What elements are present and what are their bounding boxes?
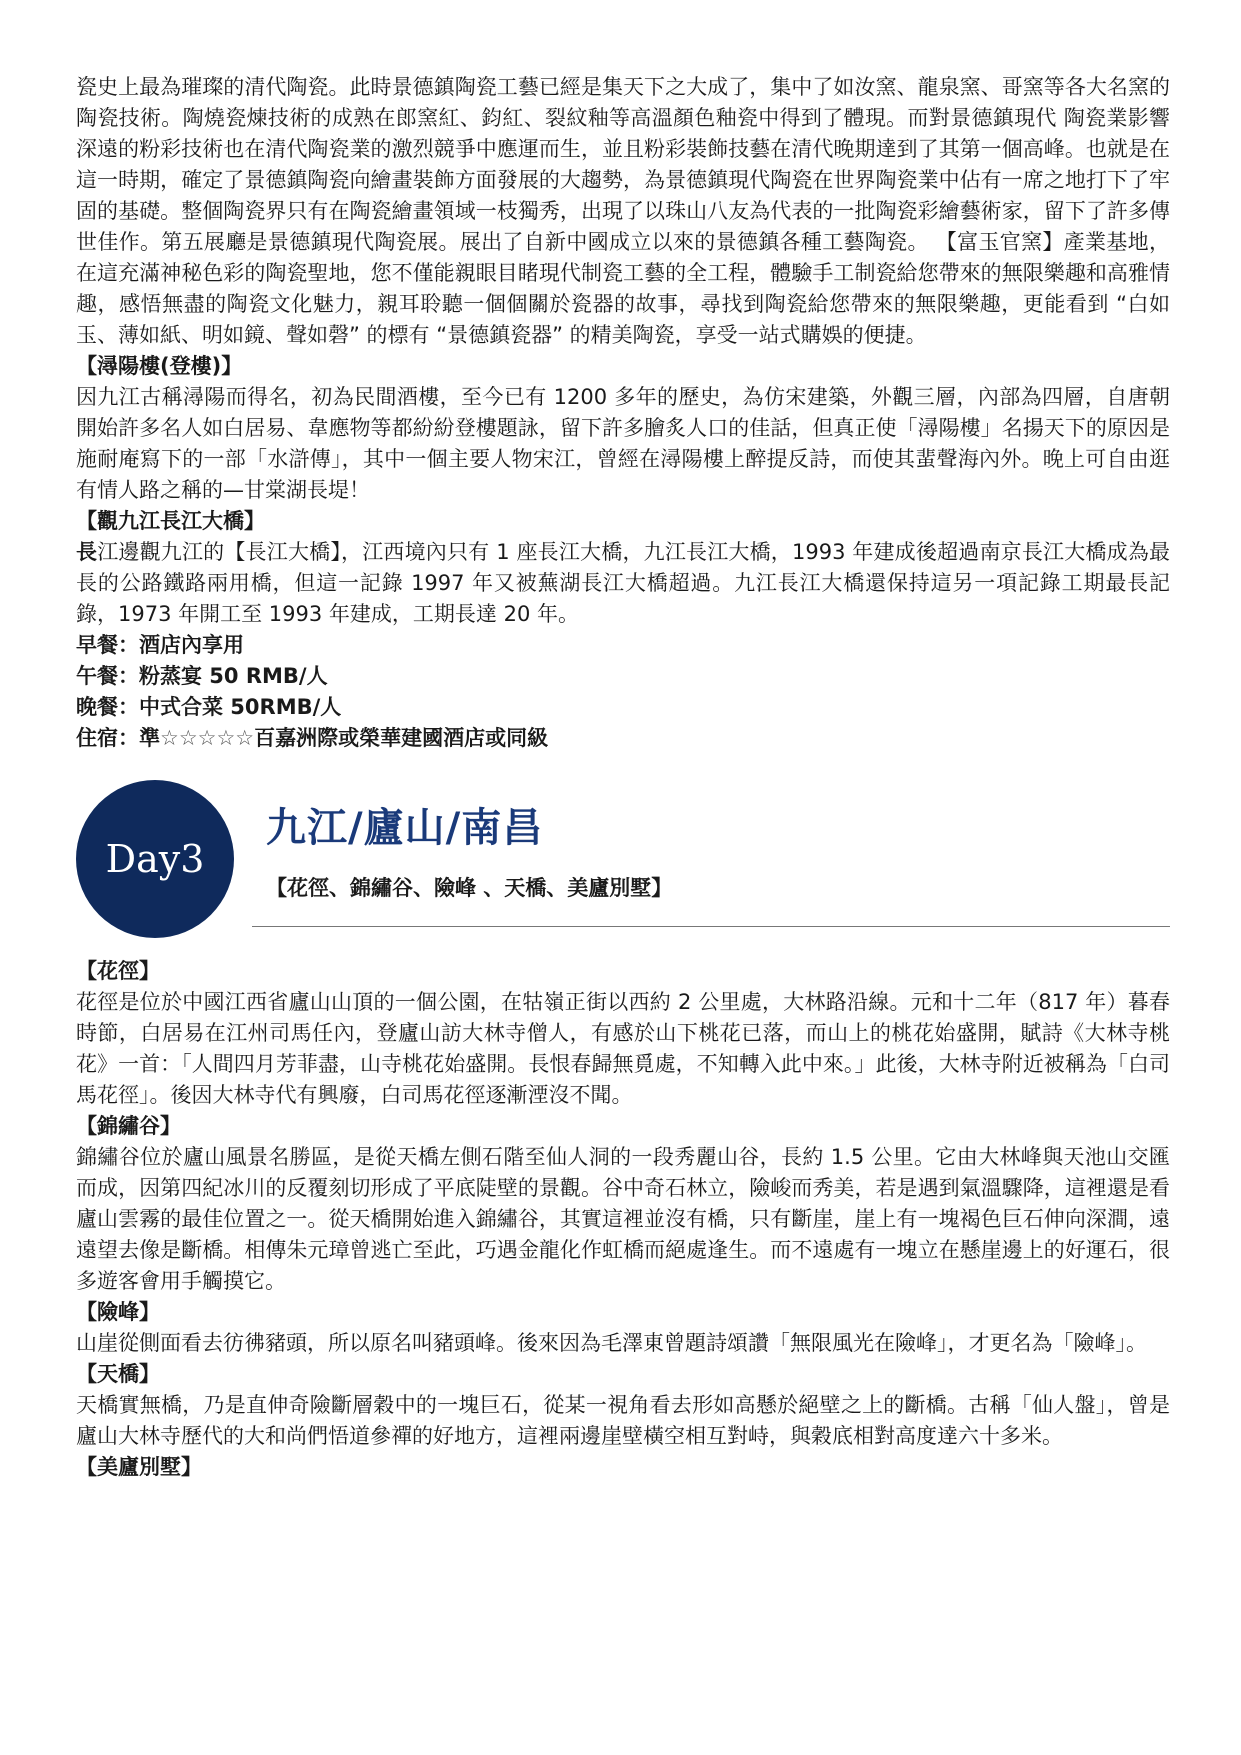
meal-breakfast: 早餐：酒店內享用 [76,633,244,657]
section-heading-jinxiu-valley: 【錦繡谷】 [76,1114,181,1138]
document-page [76,72,1170,1483]
meal-lunch: 午餐：粉蒸宴 50 RMB/人 [76,664,328,688]
stay-prefix: 住宿：準 [76,726,160,750]
section-body-flower-path: 花徑是位於中國江西省廬山山頂的一個公園，在牯嶺正街以西約 2 公里處，大林路沿線。元和十二年（817 年）暮春時節，白居易在江州司馬任內，登廬山訪大林寺僧人，有感於山下桃花已落，而山上的桃花始盛開，賦詩《大林寺桃花》一首：「人間四月芳菲盡，山寺桃花始盛開。長恨春歸無覓處，不知轉入此中來。」此後，大林寺附近被稱為「白司馬花徑」。後因大林寺代有興廢，白司馬花徑逐漸湮沒不聞。 [76,990,1170,1107]
day-badge: Day3 [76,780,234,938]
star-rating-icon: ☆☆☆☆☆ [160,726,255,750]
section-heading-meilu-villa: 【美廬別墅】 [76,1455,202,1479]
meal-dinner: 晚餐：中式合菜 50RMB/人 [76,695,342,719]
section-body-yangtze-bridge [76,537,1170,630]
section-heading-sky-bridge: 【天橋】 [76,1362,160,1386]
day-header [76,776,1170,956]
day-subtitle: 【花徑、錦繡谷、險峰 、天橋、美廬別墅】 [266,876,673,900]
section-heading-xianfeng: 【險峰】 [76,1300,160,1324]
day-title: 九江/廬山/南昌 [266,805,544,851]
section-body-xunyang-tower: 因九江古稱潯陽而得名，初為民間酒樓，至今已有 1200 多年的歷史，為仿宋建築，外觀三層，內部為四層，自唐朝開始許多名人如白居易、韋應物等都紛紛登樓題詠，留下許多膾炙人口的佳話，但真正使「潯陽樓」名揚天下的原因是施耐庵寫下的一部「水滸傳」，其中一個主要人物宋江，曾經在潯陽樓上醉提反詩，而使其蜚聲海內外。晚上可自由逛有情人路之稱的—甘棠湖長堤！ [76,385,1170,502]
section-body-jinxiu-valley: 錦繡谷位於廬山風景名勝區，是從天橋左側石階至仙人洞的一段秀麗山谷，長約 1.5 公里。它由大林峰與天池山交匯而成，因第四紀冰川的反覆刻切形成了平底陡壁的景觀。谷中奇石林立，險峻而秀美，若是遇到氣溫驟降，這裡還是看廬山雲霧的最佳位置之一。從天橋開始進入錦繡谷，其實這裡並沒有橋，只有斷崖，崖上有一塊褐色巨石伸向深澗，遠遠望去像是斷橋。相傳朱元璋曾逃亡至此，巧遇金龍化作虹橋而絕處逢生。而不遠處有一塊立在懸崖邊上的好運石，很多遊客會用手觸摸它。 [76,1145,1170,1293]
bridge-lead-char: 長 [76,540,98,564]
section-body-sky-bridge: 天橋實無橋，乃是直伸奇險斷層穀中的一塊巨石，從某一視角看去形如高懸於絕壁之上的斷橋。古稱「仙人盤」，曾是廬山大林寺歷代的大和尚們悟道參禪的好地方，這裡兩邊崖壁橫空相互對峙，與穀底相對高度達六十多米。 [76,1393,1170,1448]
intro-paragraph: 瓷史上最為璀璨的清代陶瓷。此時景德鎮陶瓷工藝已經是集天下之大成了，集中了如汝窯、龍泉窯、哥窯等各大名窯的陶瓷技術。陶燒瓷煉技術的成熟在郎窯紅、鈞紅、裂紋釉等高溫顏色釉瓷中得到了體現。而對景德鎮現代 陶瓷業影響深遠的粉彩技術也在清代陶瓷業的激烈競爭中應運而生，並且粉彩裝飾技藝在清代晚期達到了其第一個高峰。也就是在這一時期，確定了景德鎮陶瓷向繪畫裝飾方面發展的大趨勢，為景德鎮現代陶瓷在世界陶瓷業中佔有一席之地打下了牢固的基礎。整個陶瓷界只有在陶瓷繪畫領域一枝獨秀，出現了以珠山八友為代表的一批陶瓷彩繪藝術家，留下了許多傳世佳作。第五展廳是景德鎮現代陶瓷展。展出了自新中國成立以來的景德鎮各種工藝陶瓷。 【富玉官窯】產業基地，在這充滿神秘色彩的陶瓷聖地，您不僅能親眼目睹現代制瓷工藝的全工程，體驗手工制瓷給您帶來的無限樂趣和高雅情趣，感悟無盡的陶瓷文化魅力，親耳聆聽一個個關於瓷器的故事，尋找到陶瓷給您帶來的無限樂趣，更能看到 “白如玉、薄如紙、明如鏡、聲如磬” 的標有 “景德鎮瓷器” 的精美陶瓷，享受一站式購娛的便捷。 [76,75,1170,347]
bridge-body-text: 江邊觀九江的【長江大橋】，江西境內只有 1 座長江大橋，九江長江大橋，1993 年建成後超過南京長江大橋成為最長的公路鐵路兩用橋，但這一記錄 1997 年又被蕪湖長江大橋超過。九江長江大橋還保持這另一項記錄工期最長記錄，1973 年開工至 1993 年建成，工期長達 20 年。 [76,540,1171,626]
stay-suffix: 百嘉洲際或榮華建國酒店或同級 [254,726,549,750]
section-heading-xunyang-tower: 【潯陽樓(登樓)】 [76,354,243,378]
section-body-xianfeng: 山崖從側面看去彷彿豬頭，所以原名叫豬頭峰。後來因為毛澤東曾題詩頌讚「無限風光在險峰」，才更名為「險峰」。 [76,1331,1147,1355]
day-divider [252,926,1170,927]
section-heading-flower-path: 【花徑】 [76,959,160,983]
accommodation [76,723,1170,754]
section-heading-yangtze-bridge: 【觀九江長江大橋】 [76,509,265,533]
